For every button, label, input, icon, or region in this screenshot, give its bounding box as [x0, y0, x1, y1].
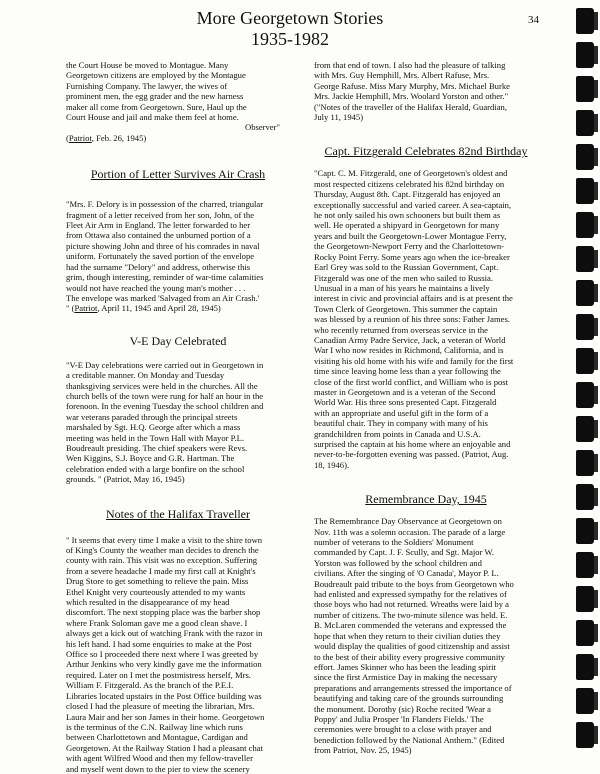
binding-coil — [576, 450, 594, 476]
text-line: marshaled by Sgt. H.Q. George after which a mass — [66, 422, 241, 433]
text-line: picture showing John and three of his comrades in naval — [66, 240, 260, 251]
section-heading-letter-air-crash: Portion of Letter Survives Air Crash — [90, 167, 266, 182]
text-line: War I who now resides in Richmond, California, and is — [314, 345, 504, 356]
text-line: commanded by Capt. J. F. Scully, and Sgt. Major W. — [314, 547, 494, 558]
text-line: always get a kick out of watching Frank with the razor in — [66, 628, 263, 639]
text-line: Georgetown. At the Railway Station I had a pleasant chat — [66, 742, 263, 753]
text-line: from Patriot, Nov. 25, 1945) — [314, 745, 412, 756]
section-body-fitzgerald-birthday — [314, 168, 538, 470]
left-intro — [66, 60, 290, 143]
binding-coil — [576, 518, 594, 544]
text-line: was blessed by a reunion of his three sons: Father James. — [314, 314, 510, 325]
section-heading-halifax-traveller: Notes of the Halifax Traveller — [106, 506, 250, 521]
section-heading-remembrance-day: Remembrance Day, 1945 — [365, 492, 487, 507]
text-line: Rocky Point Ferry. Some years ago when the ice-breaker — [314, 251, 510, 262]
text-line: benediction followed by the National Anthem." (Edited — [314, 734, 505, 745]
text-line: interest in civic and provincial affairs and is at present the — [314, 293, 513, 304]
text-line: Boudreault presiding. The chief speakers were Revs. — [66, 442, 248, 453]
text-line: the monument. Dorothy (sic) Roche recited 'Wear a — [314, 703, 491, 714]
text-line: grandchildren from points in Canada and U.S.A. — [314, 428, 481, 439]
text-line: Earl Grey was sold to the Russian Government, Capt. — [314, 262, 499, 273]
text-line: master in Georgetown and is a veteran of the Second — [314, 386, 496, 397]
text-line: is the terminus of the C.N. Railway line which runs — [66, 721, 243, 732]
text-line: had the surname "Delory" and address, otherwise this — [66, 261, 251, 272]
text-line: never-to-be-forgotten evening was passed. (Patriot, Aug. — [314, 449, 509, 460]
text-line: of King's County the weather man decides to drench the — [66, 545, 259, 555]
left-column — [66, 60, 290, 774]
text-line: number of citizens. The two-minute silence was held. E. — [314, 609, 508, 620]
text-line: Ethel Knight very courteously attended to my wants — [66, 586, 246, 597]
text-line: beautifying and taking care of the grounds surrounding — [314, 693, 504, 704]
text-line: well. He operated a shipyard in Georgetown for many — [314, 220, 500, 231]
text-line: close of the first world conflict, and William who is post — [314, 376, 509, 387]
binding-coil — [576, 144, 594, 170]
text-line: thanksgiving services were held in the churches. All the — [66, 380, 258, 391]
text-line: Fleet Air Arm in England. The letter forwarded to her — [66, 220, 251, 231]
text-line: William F. Fitzgerald. As the branch of the P.E.I. — [66, 680, 234, 691]
section-body-halifax-traveller — [66, 535, 290, 774]
text-line: from that end of town. I also had the pleasure of talking — [314, 60, 506, 70]
binding-coil — [576, 722, 594, 748]
text-line: Georgetown citizens are employed by the Montague — [66, 70, 246, 81]
signature: Observer" — [244, 122, 280, 133]
text-line: discomfort. The next stopping place was the barber shop — [66, 607, 261, 618]
text-line: which resulted in the disappearance of my head — [66, 597, 230, 608]
page-number: 34 — [528, 14, 539, 26]
text-line: his left hand. I had some enquiries to make at the Post — [66, 638, 252, 649]
text-line: effort. James Skinner who has been the leading spirit — [314, 661, 496, 672]
page-header — [60, 8, 520, 50]
text-line: B. McLaren commended the veterans and expressed the — [314, 620, 507, 631]
text-line: would display the qualities of good citizenship and assist — [314, 641, 510, 652]
text-line: "V-E Day celebrations were carried out in Georgetown in — [66, 359, 264, 370]
source-name: Patriot — [74, 303, 98, 314]
text-line: fragment of a letter received from her son, John, of the — [66, 209, 255, 220]
text-line: and myself went down to the pier to view the scenery — [66, 763, 250, 774]
text-line: maker all come from Georgetown. Sure, Haul up the — [66, 101, 247, 112]
book-title: More Georgetown Stories — [196, 8, 384, 28]
text-line: war veterans paraded through the principal streets — [66, 411, 238, 422]
text-line: Boudreault paid tribute to the boys from Georgetown who — [314, 578, 514, 589]
text-line: from Ottawa also contained the unburned portion of a — [66, 230, 251, 241]
text-line: had enlisted and expressed sympathy for the relatives of — [314, 589, 507, 600]
text-line: July 11, 1945) — [314, 112, 364, 123]
binding-coil — [576, 654, 594, 680]
text-line: number of veterans to the Soldiers' Monument — [314, 537, 474, 548]
text-line: prominent men, the egg grader and the new harness — [66, 91, 244, 102]
binding-coil — [576, 484, 594, 510]
text-line: with agent Wilfred Wood and then my fellow-traveller — [66, 753, 253, 764]
binding-coil — [576, 620, 594, 646]
binding-coil — [576, 586, 594, 612]
text-line: county with rain. This visit was no exception. Suffering — [66, 555, 258, 566]
binding-coil — [576, 246, 594, 272]
text-line: meeting was held in the Town Hall with Mayor P.L. — [66, 432, 245, 443]
binding-coil — [576, 110, 594, 136]
text-line: Town Clerk of Georgetown. This summer the captain — [314, 303, 498, 314]
text-line: where Frank Soloman gave me a good clean shave. I — [66, 617, 248, 628]
text-line: with Mrs. Guy Hemphill, Mrs. Albert Rafuse, Mrs. — [314, 70, 490, 81]
book-years: 1935-1982 — [251, 29, 329, 49]
text-line: Arthur Jenkins who very kindly gave me the information — [66, 659, 262, 670]
text-line: Laura Mair and her son James in their home. Georgetown — [66, 711, 265, 722]
section-body-ve-day — [66, 360, 290, 485]
citation: (Patriot, Feb. 26, 1945) — [66, 132, 147, 143]
text-line: The envelope was marked 'Salvaged from an Air Crash.' — [66, 292, 260, 303]
text-line: grounds. " (Patriot, May 16, 1945) — [66, 474, 185, 485]
text-line: civilians. After the singing of 'O Canada', Mayor P. L. — [314, 568, 499, 579]
text-line: he not only sailed his own schooners but built them as — [314, 210, 501, 221]
text-line: Unusual in a man of his years he maintains a lively — [314, 282, 490, 293]
text-line: ("Notes of the traveller of the Halifax Herald, Guardian, — [314, 101, 507, 112]
text-line: years and built the Georgetown-Lower Montague Ferry, — [314, 230, 507, 241]
section-heading-fitzgerald-birthday: Capt. Fitzgerald Celebrates 82nd Birthday — [324, 144, 528, 159]
text-line: "Capt. C. M. Fitzgerald, one of Georgetown's oldest and — [314, 168, 508, 179]
text-line: " It seems that every time I make a visit to the shire town — [66, 534, 263, 545]
citation-text: , April 11, 1945 and April 28, 1945) — [97, 303, 221, 314]
text-line: uniform. Fortunately the saved portion of the envelope — [66, 251, 255, 262]
binding-coil — [576, 178, 594, 204]
text-line: closed I had the pleasure of meeting the librarian, Mrs. — [66, 701, 255, 712]
section-heading-ve-day: V-E Day Celebrated — [129, 333, 227, 348]
text-line: George Rafuse. Miss Mary Murphy, Mrs. Michael Burke — [314, 80, 510, 91]
text-line: required. Later on I met the postmistress herself, Mrs. — [66, 669, 251, 680]
text-line: with an appropriate and useful gift in the form of a — [314, 407, 489, 418]
binding-coil — [576, 688, 594, 714]
text-line: between Charlottetown and Montague, Cardigan and — [66, 732, 248, 743]
text-line: celebration ended with a large bonfire on the school — [66, 463, 245, 474]
citation: " (Patriot, April 11, 1945 and April 28, 1945) — [66, 303, 221, 314]
text-line: Furnishing Company. The lawyer, the wives of — [66, 80, 228, 91]
text-line: who recently returned from overseas service in the — [314, 324, 488, 335]
binding-coil — [576, 416, 594, 442]
text-line: would not have reached the young man's mother . . . — [66, 282, 246, 293]
text-line: Office so I proceeded there next where I was greeted by — [66, 649, 259, 660]
binding-coil — [576, 76, 594, 102]
section-body-remembrance-day — [314, 516, 538, 755]
text-line: forenoon. In the evening Tuesday the school children and — [66, 401, 264, 412]
text-line: Yorston was followed by the school children and — [314, 557, 482, 568]
text-line: preparations and arrangements stressed the importance of — [314, 682, 512, 693]
text-line: to the best of their ability every progressive community — [314, 651, 505, 662]
text-line: Nov. 11th was a solemn occasion. The parade of a large — [314, 526, 506, 537]
text-line: Wen Kiggins, S.J. Boyce and G.R. Hartman. The — [66, 453, 235, 464]
text-line: Canadian Army Padre Service, Jack, a veteran of World — [314, 334, 506, 345]
text-line: The Remembrance Day Observance at Georgetown on — [314, 516, 502, 527]
section-body-letter-air-crash — [66, 199, 290, 313]
binding-coil — [576, 348, 594, 374]
text-line: grim, though interesting, reminder of war-time calamities — [66, 272, 264, 283]
binding-coil — [576, 314, 594, 340]
text-line: ceremonies were brought to a close with prayer and — [314, 724, 492, 735]
text-line: World War. His three sons presented Capt. Fitzgerald — [314, 397, 497, 408]
text-line: Mrs. Jackie Hemphill, Mrs. Woolard Yorston and other." — [314, 91, 509, 102]
text-line: Fitzgerald was one of the men who sailed to Russia. — [314, 272, 494, 283]
binding-coil — [576, 280, 594, 306]
text-line: hope that when they return to their civilian duties they — [314, 630, 501, 641]
text-line: Poppy' and Julia Prosper 'In Flanders Fields.' The — [314, 713, 484, 724]
text-line: beautiful chair. They in company with many of his — [314, 418, 488, 429]
text-line: most respected citizens celebrated his 82nd birthday on — [314, 178, 505, 189]
text-line: Libraries located upstairs in the Post Office building was — [66, 690, 262, 701]
text-line: exceptionally successful and varied career. A sea-captain, — [314, 199, 512, 210]
text-line: from a severe headache I made my first call at Knight's — [66, 565, 256, 576]
right-intro — [314, 60, 538, 122]
spiral-binding — [570, 0, 600, 755]
text-line: 18, 1946). — [314, 459, 350, 470]
text-line: those boys who had not returned. Wreaths were laid by a — [314, 599, 509, 610]
text-line: visiting his old home with his wife and family for the first — [314, 355, 514, 366]
text-line: Court House and jail and make them feel at home. — [66, 112, 239, 123]
text-line: a creditable manner. On Monday and Tuesday — [66, 370, 225, 381]
binding-coil — [576, 212, 594, 238]
text-line: time since leaving home less than a year following the — [314, 366, 501, 377]
text-line: "Mrs. F. Delory is in possession of the charred, triangular — [66, 199, 264, 210]
source-name: Patriot — [68, 132, 92, 143]
text-line: surprised the captain at his home where an enjoyable and — [314, 439, 511, 449]
text-line: Thursday, August 8th. Capt. Fitzgerald has enjoyed an — [314, 189, 501, 200]
text-line: since the first Armistice Day in making the necessary — [314, 672, 498, 683]
text-line: Drug Store to get something to relieve the pain. Miss — [66, 576, 249, 587]
citation-text: , Feb. 26, 1945) — [91, 132, 147, 143]
right-column — [314, 60, 538, 756]
text-line: church bells of the town were rung for half an hour in the — [66, 390, 264, 401]
binding-coil — [576, 42, 594, 68]
binding-coil — [576, 8, 594, 34]
binding-coil — [576, 552, 594, 578]
binding-coil — [576, 382, 594, 408]
text-line: the Court House be moved to Montague. Many — [66, 60, 229, 70]
text-line: the Georgetown-Newport Ferry and the Charlottetown- — [314, 241, 505, 252]
